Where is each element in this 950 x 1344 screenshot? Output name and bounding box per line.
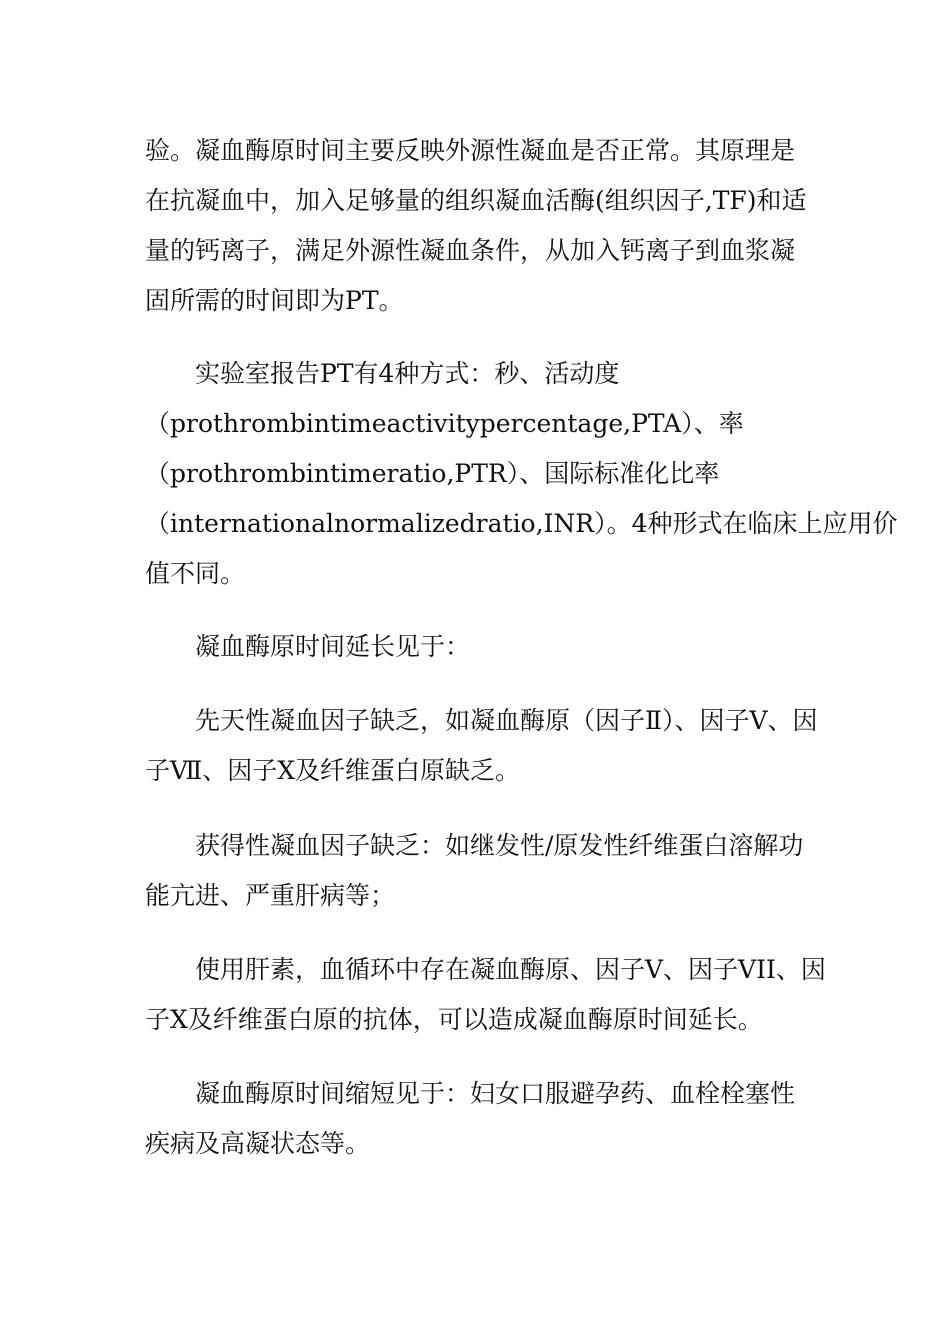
- paragraph-pt-prolonged-heading: [145, 622, 810, 672]
- text-line: 子Ⅶ、因子Ⅹ及纤维蛋白原缺乏。: [145, 756, 521, 785]
- text-line: 凝血酶原时间缩短见于：妇女口服避孕药、血栓栓塞性: [195, 1079, 796, 1108]
- text-line: 能亢进、严重肝病等；: [145, 881, 396, 910]
- text-line: （prothrombintimeactivitypercentage,PTA）、率: [145, 409, 744, 438]
- text-line: 疾病及高凝状态等。: [145, 1129, 371, 1158]
- paragraph-congenital-deficiency: [145, 696, 818, 796]
- text-line: 凝血酶原时间延长见于：: [195, 632, 471, 661]
- paragraph-acquired-deficiency: [145, 821, 810, 921]
- text-line: 先天性凝血因子缺乏，如凝血酶原（因子Ⅱ）、因子Ⅴ、因: [195, 706, 818, 735]
- text-line: 获得性凝血因子缺乏：如继发性/原发性纤维蛋白溶解功: [195, 831, 804, 860]
- paragraph-heparin-use: [145, 945, 826, 1045]
- text-line: 量的钙离子，满足外源性凝血条件，从加入钙离子到血浆凝: [145, 236, 796, 265]
- paragraph-pt-report-methods: [145, 349, 898, 599]
- text-line: （internationalnormalizedratio,INR）。4种形式在临床上应用价: [145, 509, 898, 538]
- paragraph-pt-principle: [145, 126, 810, 326]
- text-line: （prothrombintimeratio,PTR）、国际标准化比率: [145, 459, 720, 488]
- text-line: 子Ⅹ及纤维蛋白原的抗体，可以造成凝血酶原时间延长。: [145, 1005, 763, 1034]
- text-line: 值不同。: [145, 559, 246, 588]
- text-line: 固所需的时间即为PT。: [145, 286, 404, 315]
- paragraph-pt-shortened: [145, 1069, 810, 1169]
- text-line: 实验室报告PT有4种方式：秒、活动度: [195, 359, 620, 388]
- text-line: 在抗凝血中，加入足够量的组织凝血活酶(组织因子,TF)和适: [145, 186, 807, 215]
- text-line: 验。凝血酶原时间主要反映外源性凝血是否正常。其原理是: [145, 136, 796, 165]
- text-line: 使用肝素，血循环中存在凝血酶原、因子Ⅴ、因子VII、因: [195, 955, 826, 984]
